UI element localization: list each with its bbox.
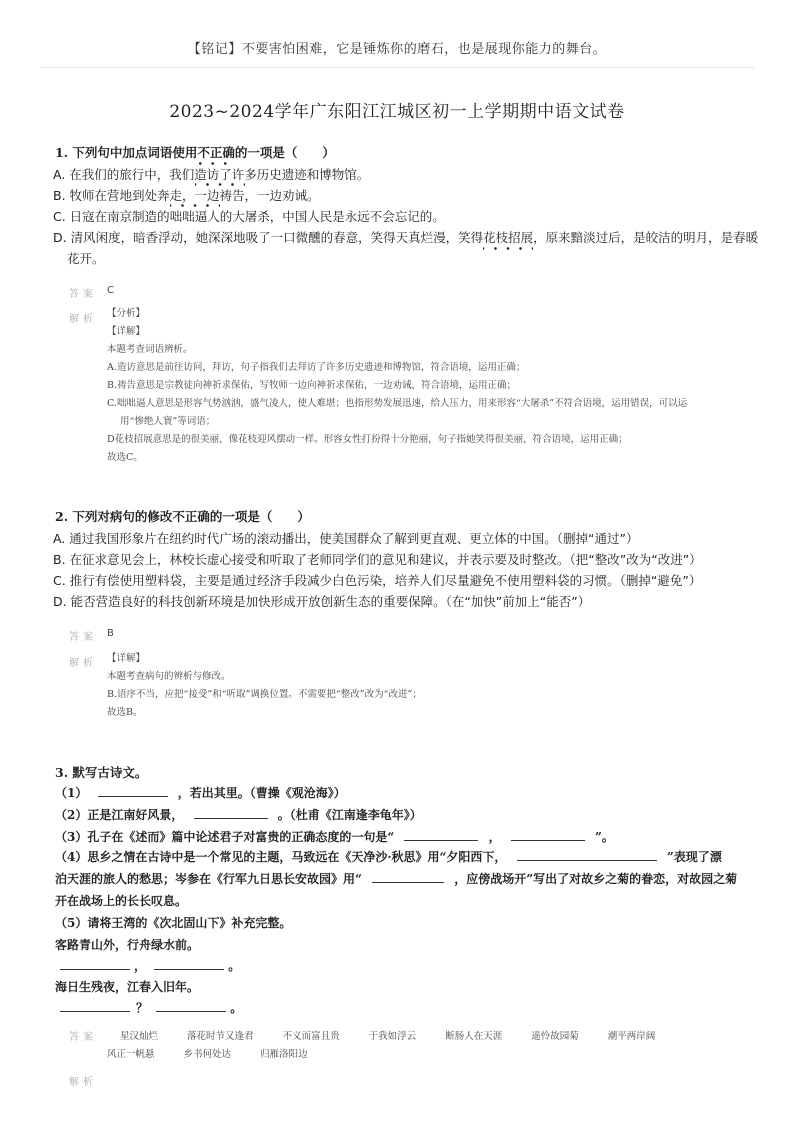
q3-s4-text-d: ，应傍战场开”写出了对故乡之菊的眷恋，对故园之菊 xyxy=(454,872,738,886)
q2-answer-value: B xyxy=(107,628,114,639)
q1-analysis-line: 【分析】 xyxy=(107,308,146,319)
divider xyxy=(40,67,754,68)
q3-sub-4-line2 xyxy=(55,870,737,887)
q2-analysis-line: B.语序不当，应把“接受”和“听取”调换位置。不需要把“整改”改为“改进”； xyxy=(107,689,422,700)
q2-analysis xyxy=(107,650,687,722)
answer-blank[interactable] xyxy=(60,957,130,970)
poem-period: 。 xyxy=(228,959,241,973)
q2-option-d: D. 能否营造良好的科技创新环境是加快形成开放创新生态的重要保障。（在“加快”前加上“能否”） xyxy=(53,594,591,609)
q1-analysis-label: 解析 xyxy=(69,314,97,325)
q1-c-dotted-word: 咄咄逼人 xyxy=(169,209,220,224)
q3-answer-item: 遥怜故园菊 xyxy=(531,1031,579,1042)
q1-analysis-line: D花枝招展意思是的很美丽，像花枝迎风摆动一样。形容女性打扮得十分艳丽，句子指她笑得很美丽，符合语境，运用正确； xyxy=(107,434,628,445)
q1-analysis-line: A.造访意思是前往访问，拜访，句子指我们去拜访了许多历史遗迹和博物馆，符合语境，运用正确； xyxy=(107,362,526,373)
q1-b-text-end: ，一边劝诫。 xyxy=(244,188,320,203)
q3-sub-4-line3: 开在战场上的长长叹息。 xyxy=(55,894,188,908)
q2-analysis-label: 解析 xyxy=(69,658,97,669)
q3-answer-item: 乡书何处达 xyxy=(183,1049,232,1060)
poem-blanks-2 xyxy=(60,999,242,1016)
q3-stem: 3. 默写古诗文。 xyxy=(55,765,148,780)
answer-blank[interactable] xyxy=(98,784,168,797)
poem-period: 。 xyxy=(230,1001,243,1015)
q3-s2-text: （2）正是江南好风景， xyxy=(55,808,184,822)
q1-option-a xyxy=(53,165,369,183)
poem-question-mark: ？ xyxy=(136,1001,149,1015)
answer-blank[interactable] xyxy=(511,828,585,841)
poem-comma: ， xyxy=(134,959,147,973)
q3-answer-item: 断肠人在天涯 xyxy=(445,1031,503,1042)
q1-option-d-cont: 花开。 xyxy=(67,251,105,266)
q3-answer-item: 潮平两岸阔 xyxy=(607,1031,656,1042)
q1-analysis-line: 故选C。 xyxy=(107,452,143,463)
q1-analysis-line: 【详解】 xyxy=(107,326,146,337)
poem-blanks-1 xyxy=(60,957,240,974)
q3-analysis-label: 解析 xyxy=(69,1077,97,1088)
answer-blank[interactable] xyxy=(156,999,226,1012)
q3-answers-row-2 xyxy=(107,1046,334,1060)
q1-answer-label: 答案 xyxy=(69,289,97,300)
q2-analysis-line: 故选B。 xyxy=(107,707,143,718)
q1-d-dotted-word: 花枝招展 xyxy=(483,230,534,245)
q1-analysis xyxy=(107,305,687,467)
q1-a-text-end: 许多历史遗迹和博物馆。 xyxy=(231,167,370,182)
q3-answer-item: 落花时节又逢君 xyxy=(187,1031,254,1042)
page-title: 2023~2024学年广东阳江江城区初一上学期期中语文试卷 xyxy=(169,102,625,122)
poem-line-2: 海日生残夜，江春入旧年。 xyxy=(55,980,200,994)
q3-s3-text-end: ”。 xyxy=(595,830,614,844)
q1-a-text: A. 在我们的旅行中，我们 xyxy=(53,167,195,182)
q1-option-c xyxy=(53,207,445,225)
q3-answer-label: 答案 xyxy=(69,1032,97,1043)
q3-sub-4-line1 xyxy=(55,848,722,865)
q3-sub-1 xyxy=(55,784,346,801)
q3-sub-3 xyxy=(55,828,614,845)
q2-answer-label: 答案 xyxy=(69,632,97,643)
q2-analysis-line: 本题考查病句的辨析与修改。 xyxy=(107,671,231,682)
q3-answer-item: 星汉灿烂 xyxy=(120,1031,159,1042)
q2-option-b: B. 在征求意见会上，林校长虚心接受和听取了老师同学们的意见和建议，并表示要及时整改。（把“整改”改为“改进”） xyxy=(53,552,702,567)
q1-d-text-end: ，原来黯淡过后，是皎洁的明月，是春暖 xyxy=(533,230,759,245)
q1-analysis-line: C.咄咄逼人意思是形容气势汹汹，盛气凌人，使人难堪；也指形势发展迅速，给人压力，用来形容“大屠杀”不符合语境，运用错误，可以运用“惨绝人寰”等词语； xyxy=(107,398,688,427)
q3-s3-text: （3）孔子在《述而》篇中论述君子对富贵的正确态度的一句是“ xyxy=(55,830,395,844)
answer-blank[interactable] xyxy=(404,828,478,841)
q3-s2-text-end: 。（杜甫《江南逢李龟年》） xyxy=(277,808,422,822)
q3-answer-item: 风正一帆悬 xyxy=(107,1049,155,1060)
q1-a-dotted-word: 造访了 xyxy=(194,167,232,182)
q3-answer-item: 归雁洛阳边 xyxy=(260,1049,308,1060)
q3-sub-5: （5）请将王湾的《次北固山下》补充完整。 xyxy=(55,916,292,930)
q1-d-text: D. 清风闲度，暗香浮动，她深深地吸了一口微醺的春意，笑得天真烂漫，笑得 xyxy=(53,230,484,245)
q3-sub-2 xyxy=(55,806,422,823)
q2-analysis-line: 【详解】 xyxy=(107,653,146,664)
q3-answer-item: 不义而富且贵 xyxy=(282,1031,340,1042)
q3-s3-comma: ， xyxy=(488,830,501,844)
q2-option-c: C. 推行有偿使用塑料袋，主要是通过经济手段减少白色污染，培养人们尽量避免不使用塑料袋的习惯。（删掉“避免”） xyxy=(53,573,702,588)
q1-c-text: C. 日寇在南京制造的 xyxy=(53,209,170,224)
q3-s4-text-b: ”表现了漂 xyxy=(666,850,722,864)
q2-option-a: A. 通过我国形象片在纽约时代广场的滚动播出，使美国群众了解到更直观、更立体的中国。（删掉“通过”） xyxy=(53,531,639,546)
q2-stem: 2. 下列对病句的修改不正确的一项是（ ） xyxy=(55,509,310,524)
q1-c-text-end: 的大屠杀，中国人民是永远不会忘记的。 xyxy=(219,209,445,224)
answer-blank[interactable] xyxy=(372,870,444,883)
motto: 【铭记】不要害怕困难，它是锤炼你的磨石，也是展现你能力的舞台。 xyxy=(187,42,607,57)
q1-b-dotted-word: 一边祷告 xyxy=(194,188,245,203)
q1-answer-value: C xyxy=(107,285,114,296)
q3-s1-label: （1） xyxy=(55,786,88,800)
q3-answers-row-1 xyxy=(120,1028,681,1042)
q3-s1-text: ，若出其里。（曹操《观沧海》） xyxy=(177,786,346,800)
q3-s4-text-c: 泊天涯的旅人的愁思；岑参在《行军九日思长安故园》用“ xyxy=(55,872,362,886)
q3-answer-item: 于我如浮云 xyxy=(368,1031,417,1042)
q1-option-b xyxy=(53,186,320,204)
poem-line-1: 客路青山外，行舟绿水前。 xyxy=(55,938,200,952)
answer-blank[interactable] xyxy=(60,999,130,1012)
answer-blank[interactable] xyxy=(194,806,268,819)
answer-blank[interactable] xyxy=(517,848,657,861)
answer-blank[interactable] xyxy=(154,957,224,970)
q1-analysis-line: B.祷告意思是宗教徒向神祈求保佑，写牧师一边向神祈求保佑，一边劝诫，符合语境，运用正确； xyxy=(107,380,517,391)
q1-option-d xyxy=(53,228,758,246)
q1-b-text: B. 牧师在营地到处奔走， xyxy=(53,188,195,203)
q1-stem: 1. 下列句中加点词语使用不正确的一项是（ ） xyxy=(55,145,335,160)
q3-s4-text: （4）思乡之情在古诗中是一个常见的主题，马致远在《天净沙·秋思》用“夕阳西下， xyxy=(55,850,507,864)
q1-analysis-line: 本题考查词语辨析。 xyxy=(107,344,193,355)
